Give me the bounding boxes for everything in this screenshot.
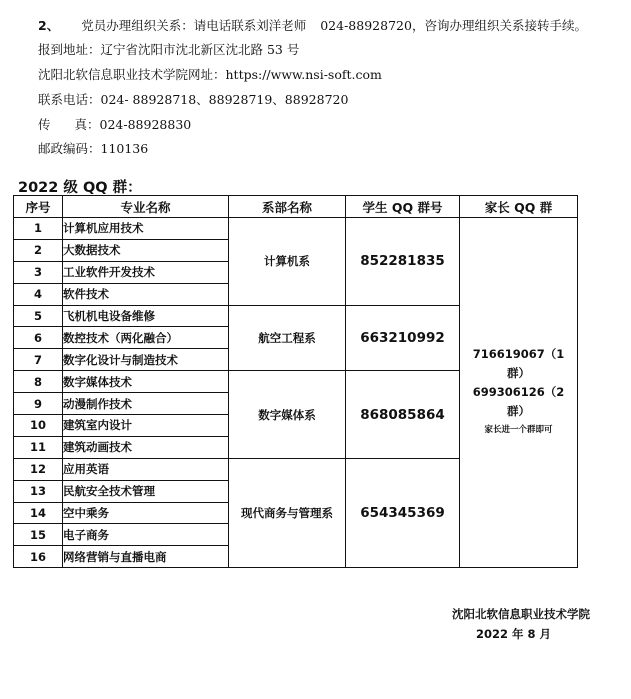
row-major: 大数据技术 <box>63 239 229 261</box>
row-major: 工业软件开发技术 <box>63 261 229 283</box>
row-major: 空中乘务 <box>63 502 229 524</box>
college-website: 沈阳北软信息职业技术学院网址：https://www.nsi-soft.com <box>38 67 382 82</box>
dept-name: 航空工程系 <box>229 305 346 371</box>
row-major: 建筑室内设计 <box>63 415 229 437</box>
parent-qq-note: 家长进一个群即可 <box>484 425 553 436</box>
dept-name: 计算机系 <box>229 218 346 306</box>
header-parent-qq: 家长 QQ 群 <box>460 196 578 218</box>
report-address: 报到地址：辽宁省沈阳市沈北新区沈北路 53 号 <box>38 42 300 57</box>
row-num: 10 <box>14 415 63 437</box>
row-num: 8 <box>14 371 63 393</box>
party-contact-phone: 024-88928720 <box>320 18 412 33</box>
qq-group-table <box>13 195 578 568</box>
student-qq-number: 654345369 <box>346 458 460 567</box>
parent-qq-cell <box>460 218 578 568</box>
fax-line <box>38 115 191 133</box>
header-num: 序号 <box>14 196 63 218</box>
row-major: 民航安全技术管理 <box>63 480 229 502</box>
row-num: 7 <box>14 349 63 371</box>
row-num: 13 <box>14 480 63 502</box>
row-num: 15 <box>14 524 63 546</box>
row-major: 应用英语 <box>63 458 229 480</box>
row-num: 14 <box>14 502 63 524</box>
footer-organization: 沈阳北软信息职业技术学院 <box>452 607 590 621</box>
row-major: 软件技术 <box>63 283 229 305</box>
header-major: 专业名称 <box>63 196 229 218</box>
row-num: 16 <box>14 546 63 568</box>
party-contact-text: 党员办理组织关系：请电话联系刘洋老师 <box>81 18 307 33</box>
row-major: 建筑动画技术 <box>63 436 229 458</box>
student-qq-number: 663210992 <box>346 305 460 371</box>
item-number: 2、 <box>38 18 60 33</box>
row-major: 飞机机电设备维修 <box>63 305 229 327</box>
footer-date: 2022 年 8 月 <box>475 627 551 641</box>
row-num: 11 <box>14 436 63 458</box>
row-num: 2 <box>14 239 63 261</box>
dept-name: 现代商务与管理系 <box>229 458 346 567</box>
student-qq-number: 852281835 <box>346 218 460 306</box>
header-student-qq: 学生 QQ 群号 <box>346 196 460 218</box>
row-num: 6 <box>14 327 63 349</box>
row-num: 5 <box>14 305 63 327</box>
row-num: 12 <box>14 458 63 480</box>
row-major: 电子商务 <box>63 524 229 546</box>
fax-label-first: 传 <box>38 117 51 132</box>
row-major: 计算机应用技术 <box>63 218 229 240</box>
row-num: 9 <box>14 393 63 415</box>
row-num: 4 <box>14 283 63 305</box>
row-major: 数字媒体技术 <box>63 371 229 393</box>
table-header-row <box>14 196 578 218</box>
row-major: 网络营销与直播电商 <box>63 546 229 568</box>
parent-qq-group-1: 716619067（1 群） <box>472 347 565 381</box>
section-title: 2022 级 QQ 群： <box>18 180 142 196</box>
table-row <box>14 218 578 240</box>
parent-qq-group-2: 699306126（2 群） <box>472 385 565 419</box>
dept-name: 数字媒体系 <box>229 371 346 459</box>
contact-phones: 联系电话：024- 88928718、88928719、88928720 <box>38 92 349 107</box>
party-transfer-note <box>38 16 587 34</box>
row-num: 1 <box>14 218 63 240</box>
student-qq-number: 868085864 <box>346 371 460 459</box>
row-major: 数字化设计与制造技术 <box>63 349 229 371</box>
postcode: 邮政编码：110136 <box>38 141 149 156</box>
fax-value: 真：024-88928830 <box>74 117 192 132</box>
header-dept: 系部名称 <box>229 196 346 218</box>
row-major: 数控技术（两化融合） <box>63 327 229 349</box>
row-num: 3 <box>14 261 63 283</box>
row-major: 动漫制作技术 <box>63 393 229 415</box>
party-contact-tail: ，咨询办理组织关系接转手续。 <box>411 18 587 33</box>
